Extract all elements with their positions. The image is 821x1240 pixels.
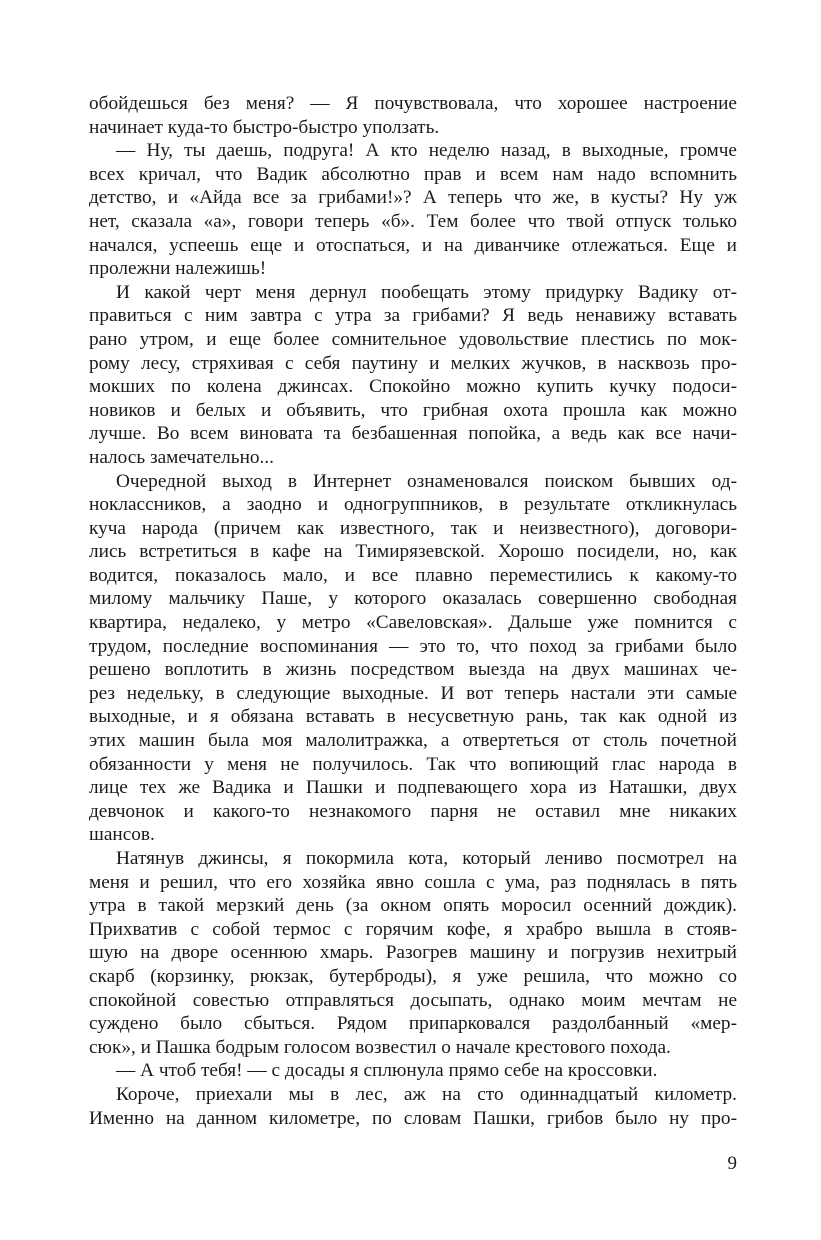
text-line: начался, успеешь еще и отоспаться, и на диванчике отлежаться. Еще и <box>89 234 737 256</box>
text-line: рано утром, и еще более сомнительное удовольствие плестись по мок- <box>89 328 737 350</box>
text-line: — А чтоб тебя! — с досады я сплюнула прямо себе на кроссовки. <box>116 1060 658 1082</box>
text-line: меня и решил, что его хозяйка явно сошла с ума, раз поднялась в пять <box>89 871 737 893</box>
paragraph <box>89 1083 737 1130</box>
text-line: спокойной совестью отправляться досыпать, однако моим мечтам не <box>89 989 737 1011</box>
text-line: милому мальчику Паше, у которого оказалась совершенно свободная <box>89 588 737 610</box>
text-line: куча народа (причем как известного, так и неизвестного), договори- <box>89 517 737 539</box>
text-line: правиться с ним завтра с утра за грибами? Я ведь ненавижу вставать <box>89 305 737 327</box>
text-line: скарб (корзинку, рюкзак, бутерброды), я уже решила, что можно со <box>89 965 737 987</box>
text-line: новиков и белых и объявить, что грибная охота прошла как можно <box>89 399 737 421</box>
paragraph <box>89 281 737 470</box>
text-line: трудом, последние воспоминания — это то, что поход за грибами было <box>89 635 737 657</box>
text-line: девчонок и какого-то незнакомого парня не оставил мне никаких <box>89 800 737 822</box>
text-line: мокших по колена джинсах. Спокойно можно купить кучку подоси- <box>89 376 737 398</box>
text-line: квартира, недалеко, у метро «Савеловская». Дальше уже помнится с <box>89 612 737 634</box>
text-line: лице тех же Вадика и Пашки и подпевающего хора из Наташки, двух <box>89 777 737 799</box>
text-line: Именно на данном километре, по словам Пашки, грибов было ну про- <box>89 1107 737 1129</box>
text-line: всех кричал, что Вадик абсолютно прав и всем нам надо вспомнить <box>89 163 737 185</box>
text-line: рез недельку, в следующие выходные. И вот теперь настали эти самые <box>89 682 737 704</box>
text-line: выходные, и я обязана вставать в несусветную рань, так как одной из <box>89 706 737 728</box>
text-line: Натянув джинсы, я покормила кота, который лениво посмотрел на <box>116 848 737 869</box>
text-line: налось замечательно... <box>89 446 274 468</box>
text-line: утра в такой мерзкий день (за окном опять моросил осенний дождик). <box>89 895 737 917</box>
text-line: Прихватив с собой термос с горячим кофе, я храбро вышла в стояв- <box>89 918 737 940</box>
text-line: детство, и «Айда все за грибами!»? А теперь что же, в кусты? Ну уж <box>89 187 737 209</box>
text-line: водится, показалось мало, и все плавно переместились к какому-то <box>89 564 737 586</box>
text-line: обязанности у меня не получилось. Так что вопиющий глас народа в <box>89 753 737 775</box>
text-line: этих машин была моя малолитражка, а отвертеться от столь почетной <box>89 730 737 752</box>
text-line: нет, сказала «а», говори теперь «б». Тем более что твой отпуск только <box>89 210 737 232</box>
text-line: Короче, приехали мы в лес, аж на сто одиннадцатый километр. <box>116 1083 737 1105</box>
text-line: шансов. <box>89 824 155 846</box>
page-number: 9 <box>727 1153 737 1174</box>
text-line: рому лесу, стряхивая с себя паутину и мелких жучков, в насквозь про- <box>89 352 737 374</box>
text-line: ноклассников, а заодно и одногруппников, в результате откликнулась <box>89 494 737 516</box>
text-line: лись встретиться в кафе на Тимирязевской. Хорошо посидели, но, как <box>89 541 737 563</box>
paragraph <box>89 847 737 1059</box>
paragraph <box>89 470 737 848</box>
text-line: сюк», и Пашка бодрым голосом возвестил о начале крестового похода. <box>89 1036 671 1058</box>
book-page-text <box>89 92 737 1130</box>
paragraph <box>89 92 737 139</box>
text-line: — Ну, ты даешь, подруга! А кто неделю назад, в выходные, громче <box>116 140 737 162</box>
paragraph <box>89 139 737 281</box>
text-line: обойдешься без меня? — Я почувствовала, что хорошее настроение <box>89 93 737 114</box>
text-line: пролежни належишь! <box>89 258 267 280</box>
text-line: шую на дворе осеннюю хмарь. Разогрев машину и погрузив нехитрый <box>89 942 737 964</box>
paragraph <box>89 1059 737 1083</box>
text-line: лучше. Во всем виновата та безбашенная попойка, а ведь как все начи- <box>89 423 737 445</box>
text-line: И какой черт меня дернул пообещать этому придурку Вадику от- <box>116 281 737 303</box>
text-line: начинает куда-то быстро-быстро уползать. <box>89 116 440 138</box>
text-line: суждено было сбыться. Рядом припарковался раздолбанный «мер- <box>89 1013 737 1035</box>
text-line: Очередной выход в Интернет ознаменовался поиском бывших од- <box>116 470 737 492</box>
text-line: решено воплотить в жизнь посредством выезда на двух машинах че- <box>89 659 737 681</box>
